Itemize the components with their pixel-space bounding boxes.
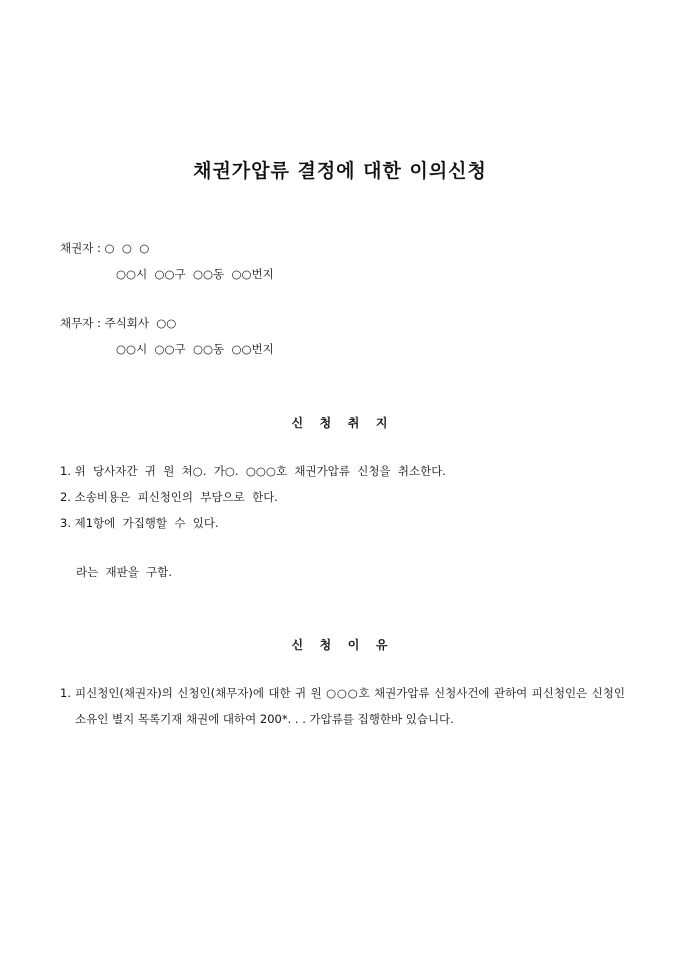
purpose-heading: 신 청 취 지 [291, 416, 389, 430]
purpose-item-2: 2. 소송비용은 피신청인의 부담으로 한다. [60, 490, 278, 504]
purpose-item-3: 3. 제1항에 가집행할 수 있다. [60, 516, 219, 530]
creditor-line: 채권자 : ○ ○ ○ [60, 241, 150, 255]
purpose-item-1: 1. 위 당사자간 귀 원 쳐○. 가○. ○○○호 채권가압류 신청을 취소한다. [60, 464, 446, 478]
reasons-heading: 신 청 이 유 [291, 638, 389, 652]
reasons-paragraph [60, 680, 625, 732]
document-title: 채권가압류 결정에 대한 이의신청 [193, 160, 487, 182]
reasons-item-text: 피신청인(채권자)의 신청인(채무자)에 대한 귀 원 ○○○호 채권가압류 신청사건에 관하여 피신청인은 신청인 소유인 별지 목록기재 채권에 대하여 200*. . . 가압류를 집행한바 있습니다. [75, 686, 625, 726]
purpose-closing: 라는 재판을 구함. [76, 565, 173, 579]
reasons-item-number: 1. [60, 686, 71, 700]
creditor-address: ○○시 ○○구 ○○동 ○○번지 [116, 267, 274, 281]
debtor-line: 채무자 : 주식회사 ○○ [60, 316, 177, 330]
debtor-address: ○○시 ○○구 ○○동 ○○번지 [116, 342, 274, 356]
